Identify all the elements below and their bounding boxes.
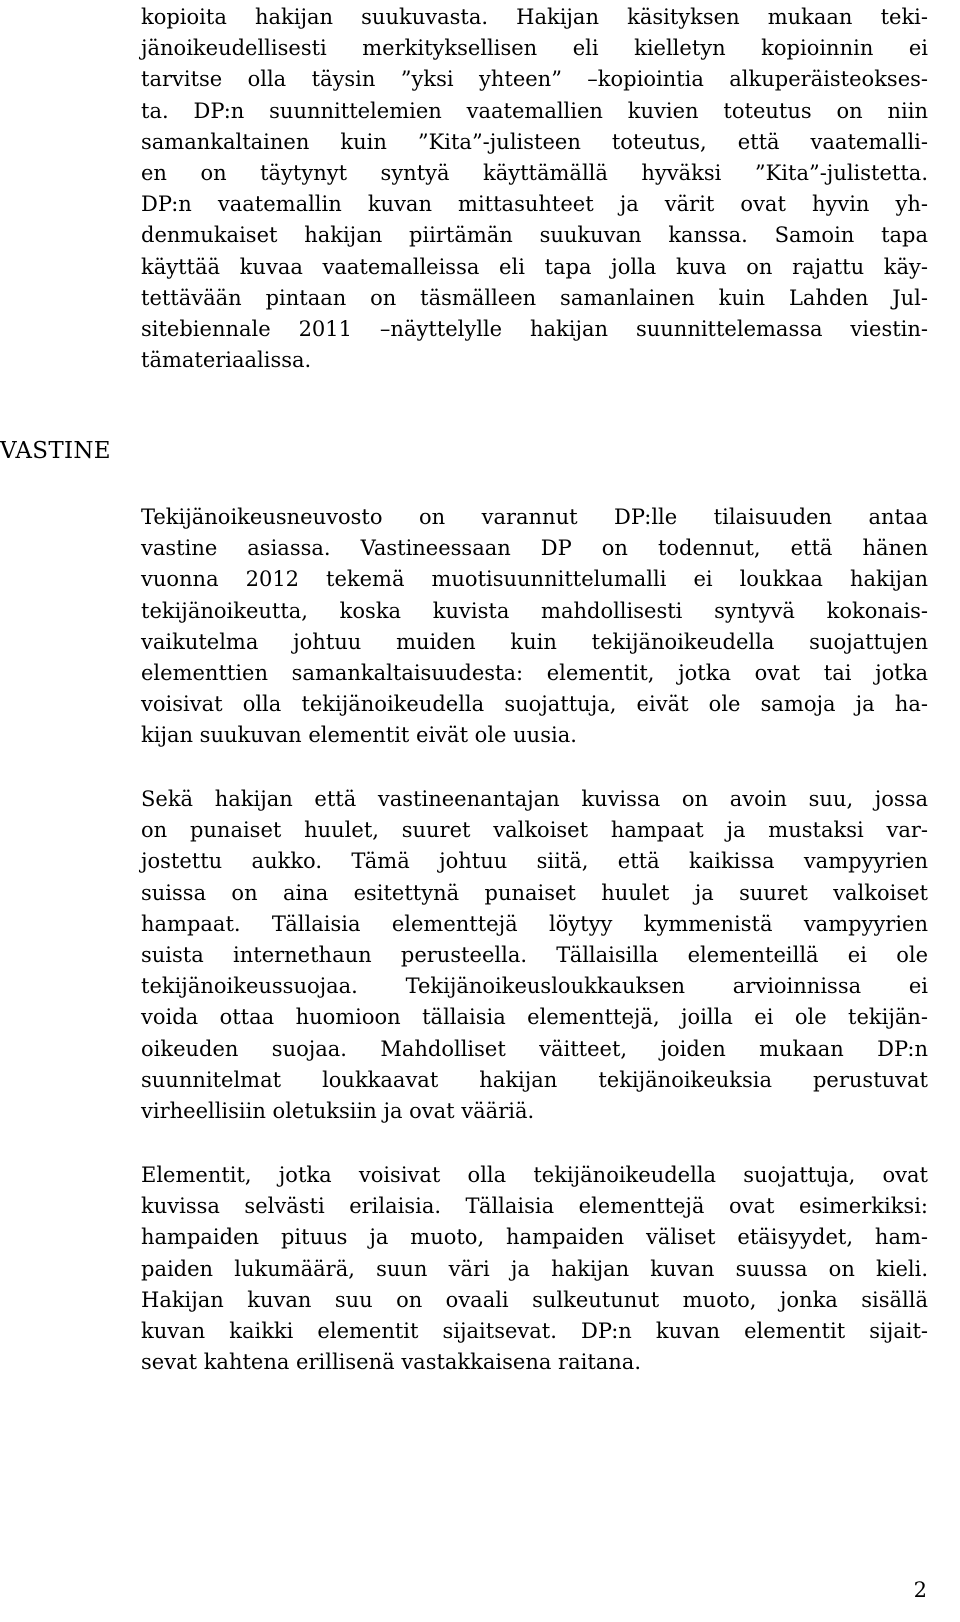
- paragraph-line: voida ottaa huomioon tällaisia elementtejä, joilla ei ole tekijän-: [141, 1005, 928, 1030]
- paragraph-line: tekijänoikeussuojaa. Tekijänoikeusloukkauksen arvioinnissa ei: [141, 974, 928, 999]
- paragraph-line: voisivat olla tekijänoikeudella suojattuja, eivät ole samoja ja ha-: [141, 692, 928, 717]
- paragraph-line: kuvan kaikki elementit sijaitsevat. DP:n kuvan elementit sijait-: [141, 1319, 928, 1344]
- paragraph-line: hampaat. Tällaisia elementtejä löytyy kymmenistä vampyyrien: [141, 911, 928, 936]
- paragraph-line: hampaiden pituus ja muoto, hampaiden väliset etäisyydet, ham-: [141, 1225, 928, 1250]
- paragraph-line: kijan suukuvan elementit eivät ole uusia.: [141, 723, 577, 748]
- paragraph-line: en on täytynyt syntyä käyttämällä hyväksi ”Kita”-julistetta.: [141, 161, 928, 186]
- section-heading: VASTINE: [0, 438, 111, 464]
- paragraph-line: vuonna 2012 tekemä muotisuunnittelumalli ei loukkaa hakijan: [141, 567, 928, 592]
- paragraph-line: vaikutelma johtuu muiden kuin tekijänoikeudella suojattujen: [141, 629, 928, 654]
- paragraph-line: paiden lukumäärä, suun väri ja hakijan kuvan suussa on kieli.: [141, 1256, 928, 1281]
- paragraph-line: denmukaiset hakijan piirtämän suukuvan kanssa. Samoin tapa: [141, 223, 928, 248]
- paragraph-4: [141, 1160, 928, 1378]
- paragraph-line: sevat kahtena erillisenä vastakkaisena raitana.: [141, 1350, 642, 1375]
- paragraph-line: jänoikeudellisesti merkityksellisen eli kielletyn kopioinnin ei: [141, 36, 928, 61]
- paragraph-line: suissa on aina esitettynä punaiset huulet ja suuret valkoiset: [141, 880, 928, 905]
- paragraph-2: [141, 502, 928, 752]
- paragraph-line: käyttää kuvaa vaatemalleissa eli tapa jolla kuva on rajattu käy-: [141, 254, 928, 279]
- page-number: 2: [913, 1578, 927, 1602]
- paragraph-line: Sekä hakijan että vastineenantajan kuvissa on avoin suu, jossa: [141, 787, 928, 811]
- paragraph-line: Hakijan kuvan suu on ovaali sulkeutunut muoto, jonka sisällä: [141, 1287, 928, 1312]
- paragraph-line: Tekijänoikeusneuvosto on varannut DP:lle tilaisuuden antaa: [141, 505, 928, 529]
- paragraph-line: suista internethaun perusteella. Tällaisilla elementeillä ei ole: [141, 943, 928, 968]
- paragraph-line: elementtien samankaltaisuudesta: elementit, jotka ovat tai jotka: [141, 661, 928, 686]
- paragraph-line: ta. DP:n suunnittelemien vaatemallien kuvien toteutus on niin: [141, 98, 928, 123]
- paragraph-line: DP:n vaatemallin kuvan mittasuhteet ja värit ovat hyvin yh-: [141, 192, 928, 217]
- paragraph-line: oikeuden suojaa. Mahdolliset väitteet, joiden mukaan DP:n: [141, 1036, 928, 1061]
- paragraph-3: [141, 784, 928, 1127]
- paragraph-line: tekijänoikeutta, koska kuvista mahdollisesti syntyvä kokonais-: [141, 598, 928, 623]
- paragraph-line: tämateriaalissa.: [141, 348, 312, 373]
- paragraph-line: Elementit, jotka voisivat olla tekijänoikeudella suojattuja, ovat: [141, 1163, 928, 1187]
- paragraph-line: suunnitelmat loukkaavat hakijan tekijänoikeuksia perustuvat: [141, 1067, 928, 1092]
- paragraph-line: tettävään pintaan on täsmälleen samanlainen kuin Lahden Jul-: [141, 285, 928, 310]
- paragraph-line: kuvissa selvästi erilaisia. Tällaisia elementtejä ovat esimerkiksi:: [141, 1194, 928, 1219]
- paragraph-line: jostettu aukko. Tämä johtuu siitä, että kaikissa vampyyrien: [141, 849, 928, 874]
- paragraph-line: kopioita hakijan suukuvasta. Hakijan käsityksen mukaan teki-: [141, 5, 928, 29]
- paragraph-line: sitebiennale 2011 –näyttelylle hakijan suunnittelemassa viestin-: [141, 317, 928, 342]
- paragraph-line: samankaltainen kuin ”Kita”-julisteen toteutus, että vaatemalli-: [141, 129, 928, 154]
- paragraph-1: [141, 2, 928, 376]
- paragraph-line: tarvitse olla täysin ”yksi yhteen” –kopiointia alkuperäisteokses-: [141, 67, 928, 92]
- paragraph-line: on punaiset huulet, suuret valkoiset hampaat ja mustaksi var-: [141, 818, 928, 843]
- paragraph-line: vastine asiassa. Vastineessaan DP on todennut, että hänen: [141, 536, 928, 561]
- paragraph-line: virheellisiin oletuksiin ja ovat vääriä.: [141, 1099, 535, 1124]
